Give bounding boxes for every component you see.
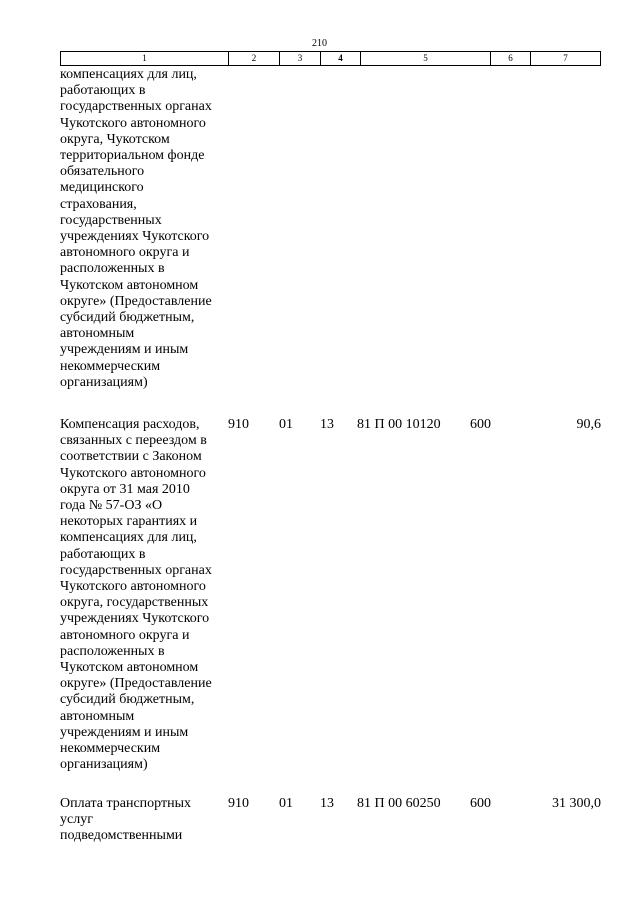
row-col-6: 600 [470, 417, 491, 432]
description-line: Чукотского автономного [60, 579, 206, 595]
description-line: соответствии с Законом [60, 449, 202, 465]
row-col-5: 81 П 00 10120 [357, 417, 441, 432]
row-col-6: 600 [470, 796, 491, 811]
row-description [60, 796, 230, 845]
description-line: Чукотском автономном [60, 660, 199, 676]
description-line: организациям) [60, 757, 148, 773]
row-col-2: 910 [228, 796, 249, 811]
header-col-5: 5 [361, 52, 491, 65]
description-line: округа, государственных [60, 595, 209, 611]
description-line: года № 57-ОЗ «О [60, 498, 163, 514]
description-line: учреждениям и иным [60, 342, 189, 358]
description-line: автономным [60, 708, 135, 724]
description-line: государственных [60, 212, 162, 228]
description-line: некоторых гарантиях и [60, 514, 198, 530]
description-line: услуг [60, 812, 93, 828]
header-col-4: 4 [321, 52, 361, 65]
row-col-3: 01 [279, 417, 293, 432]
header-col-6: 6 [491, 52, 531, 65]
page-number: 210 [312, 38, 327, 49]
description-line: округе» (Предоставление [60, 676, 212, 692]
description-line: субсидий бюджетным, [60, 692, 195, 708]
description-line: учреждениях Чукотского [60, 229, 210, 245]
description-line: учреждениям и иным [60, 724, 189, 740]
description-line: Компенсация расходов, [60, 417, 200, 432]
description-line: компенсациях для лиц, [60, 67, 197, 82]
description-line: работающих в [60, 546, 146, 562]
header-col-1: 1 [61, 52, 229, 65]
table-header [60, 51, 601, 66]
description-line: Чукотского автономного [60, 115, 206, 131]
description-line: субсидий бюджетным, [60, 310, 195, 326]
description-line: некоммерческим [60, 741, 161, 757]
row-col-4: 13 [320, 417, 334, 432]
description-line: расположенных в [60, 261, 165, 277]
header-col-3: 3 [280, 52, 321, 65]
row-col-7: 31 300,0 [552, 796, 601, 811]
description-line: территориальном фонде [60, 148, 205, 164]
description-line: обязательного [60, 164, 145, 180]
description-line: округа, Чукотском [60, 131, 170, 147]
row-description [60, 417, 230, 773]
description-line: страхования, [60, 196, 137, 212]
description-line: работающих в [60, 83, 146, 99]
row-col-4: 13 [320, 796, 334, 811]
description-line: автономного округа и [60, 627, 190, 643]
header-col-7: 7 [563, 53, 568, 63]
description-line: Чукотского автономного [60, 465, 206, 481]
description-line: медицинского [60, 180, 144, 196]
description-line: организациям) [60, 374, 148, 390]
description-line: некоммерческим [60, 358, 161, 374]
row-col-2: 910 [228, 417, 249, 432]
description-line: компенсациях для лиц, [60, 530, 197, 546]
description-line: государственных органах [60, 99, 212, 115]
description-line: связанных с переездом в [60, 433, 207, 449]
description-line: учреждениях Чукотского [60, 611, 210, 627]
row-description [60, 67, 230, 391]
row-col-5: 81 П 00 60250 [357, 796, 441, 811]
row-col-3: 01 [279, 796, 293, 811]
description-line: расположенных в [60, 643, 165, 659]
description-line: государственных органах [60, 562, 212, 578]
description-line: автономным [60, 326, 135, 342]
row-col-7: 90,6 [576, 417, 601, 432]
description-line: подведомственными [60, 828, 183, 844]
description-line: округе» (Предоставление [60, 293, 212, 309]
header-col-2: 2 [229, 52, 280, 65]
description-line: округа от 31 мая 2010 [60, 481, 190, 497]
description-line: автономного округа и [60, 245, 190, 261]
description-line: Оплата транспортных [60, 796, 191, 811]
description-line: Чукотском автономном [60, 277, 199, 293]
